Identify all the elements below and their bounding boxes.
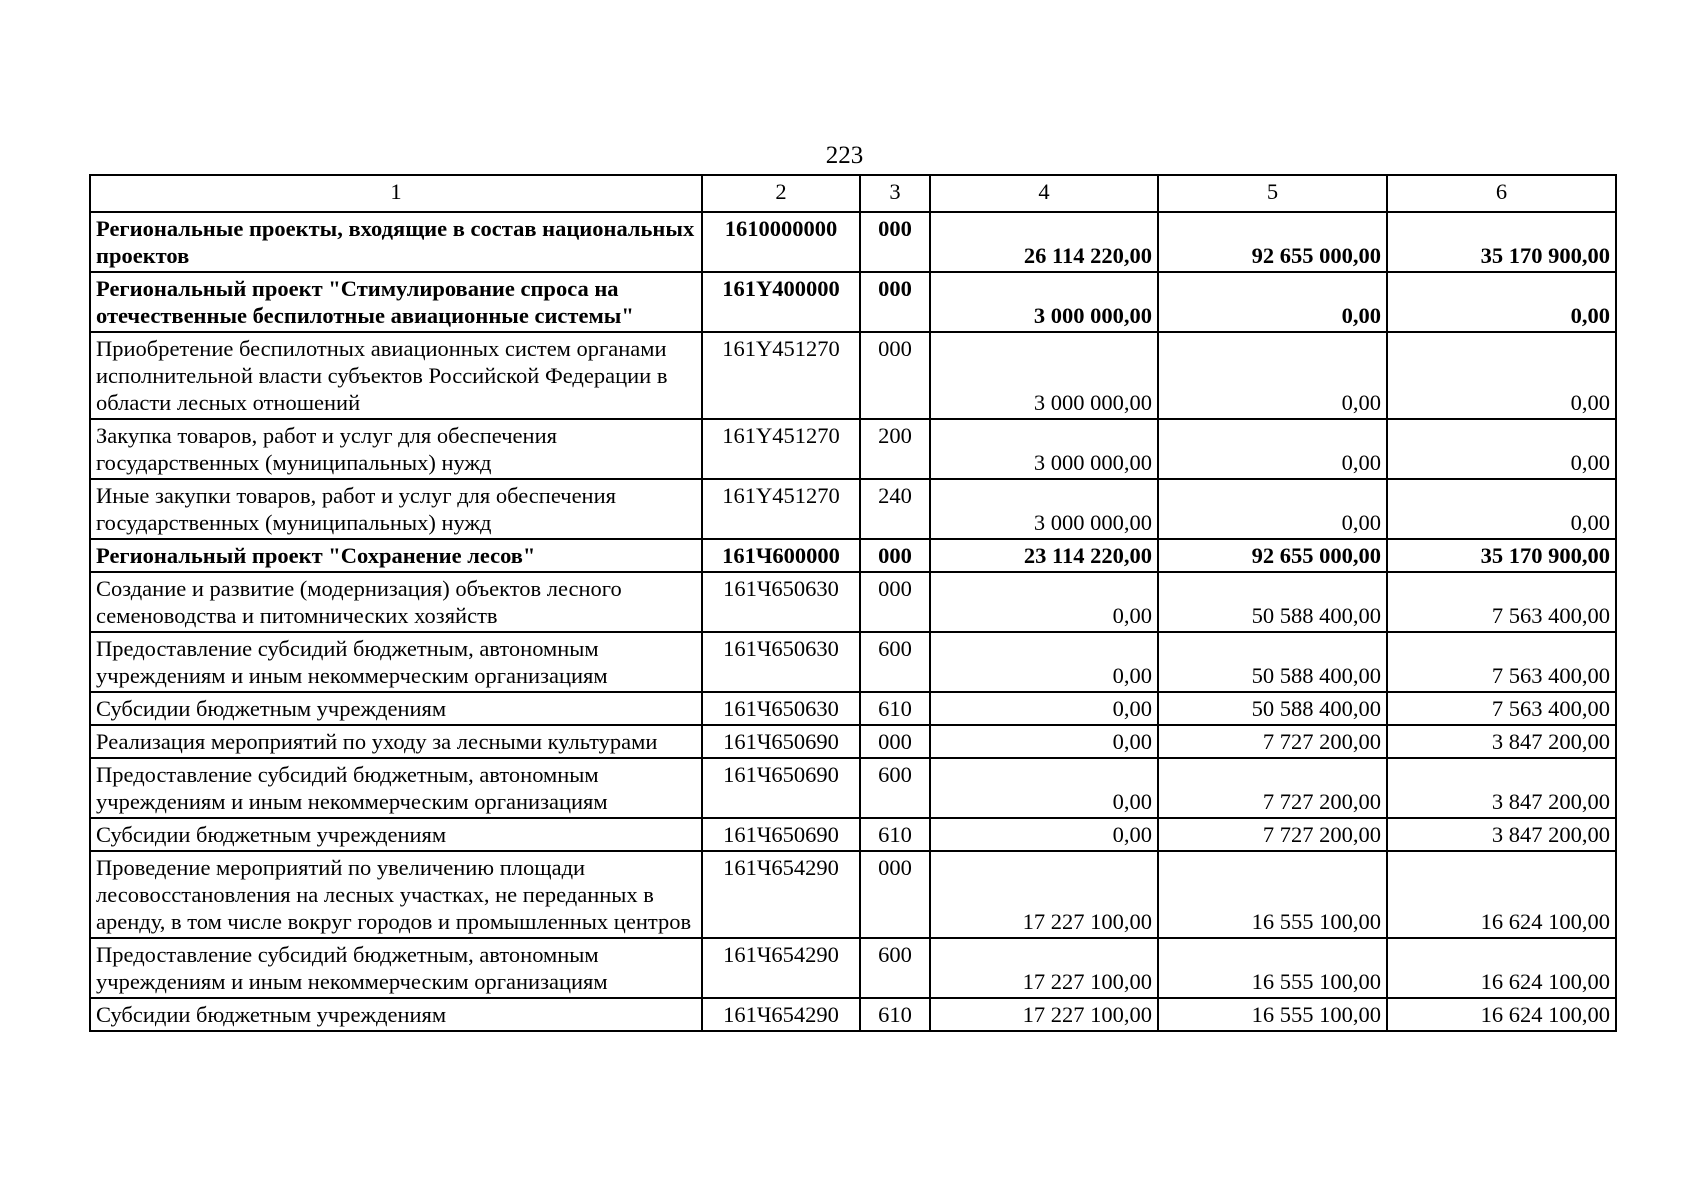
- amount-column-6-cell: 7 563 400,00: [1387, 692, 1616, 725]
- table-row: [90, 572, 1616, 632]
- target-article-code-cell: 161Ч650630: [702, 692, 860, 725]
- row-name-cell: Предоставление субсидий бюджетным, автономным учреждениям и иным некоммерческим организациям: [90, 758, 702, 818]
- row-name-cell: Субсидии бюджетным учреждениям: [90, 692, 702, 725]
- row-name-cell: Региональный проект "Сохранение лесов": [90, 539, 702, 572]
- table-row: [90, 332, 1616, 419]
- amount-column-5-cell: 50 588 400,00: [1158, 692, 1387, 725]
- expense-type-code-cell: 000: [860, 572, 930, 632]
- expense-type-code-cell: 600: [860, 938, 930, 998]
- expense-type-code-cell: 240: [860, 479, 930, 539]
- amount-column-6-cell: 7 563 400,00: [1387, 572, 1616, 632]
- target-article-code-cell: 161Y400000: [702, 272, 860, 332]
- target-article-code-cell: 161Ч650630: [702, 632, 860, 692]
- row-name-cell: Субсидии бюджетным учреждениям: [90, 818, 702, 851]
- table-row: [90, 272, 1616, 332]
- column-header: 2: [702, 175, 860, 212]
- table-row: [90, 419, 1616, 479]
- amount-column-5-cell: 50 588 400,00: [1158, 572, 1387, 632]
- amount-column-5-cell: 16 555 100,00: [1158, 938, 1387, 998]
- amount-column-5-cell: 0,00: [1158, 272, 1387, 332]
- amount-column-5-cell: 92 655 000,00: [1158, 212, 1387, 272]
- target-article-code-cell: 161Ч650690: [702, 758, 860, 818]
- row-name-cell: Закупка товаров, работ и услуг для обеспечения государственных (муниципальных) нужд: [90, 419, 702, 479]
- target-article-code-cell: 161Ч650630: [702, 572, 860, 632]
- amount-column-6-cell: 7 563 400,00: [1387, 632, 1616, 692]
- amount-column-4-cell: 3 000 000,00: [930, 419, 1158, 479]
- amount-column-4-cell: 0,00: [930, 632, 1158, 692]
- row-name-cell: Иные закупки товаров, работ и услуг для обеспечения государственных (муниципальных) нужд: [90, 479, 702, 539]
- column-number-row: [90, 175, 1616, 212]
- table-row: [90, 632, 1616, 692]
- expense-type-code-cell: 000: [860, 539, 930, 572]
- amount-column-5-cell: 16 555 100,00: [1158, 851, 1387, 938]
- target-article-code-cell: 161Y451270: [702, 479, 860, 539]
- amount-column-4-cell: 0,00: [930, 818, 1158, 851]
- amount-column-4-cell: 17 227 100,00: [930, 998, 1158, 1031]
- amount-column-5-cell: 50 588 400,00: [1158, 632, 1387, 692]
- expense-type-code-cell: 600: [860, 758, 930, 818]
- row-name-cell: Приобретение беспилотных авиационных систем органами исполнительной власти субъектов Российской Федерации в области лесных отношений: [90, 332, 702, 419]
- table-row: [90, 851, 1616, 938]
- amount-column-6-cell: 3 847 200,00: [1387, 758, 1616, 818]
- table-row: [90, 692, 1616, 725]
- amount-column-5-cell: 0,00: [1158, 332, 1387, 419]
- amount-column-4-cell: 17 227 100,00: [930, 851, 1158, 938]
- expense-type-code-cell: 000: [860, 332, 930, 419]
- amount-column-4-cell: 3 000 000,00: [930, 332, 1158, 419]
- amount-column-5-cell: 7 727 200,00: [1158, 758, 1387, 818]
- budget-table: [89, 174, 1617, 1032]
- amount-column-6-cell: 35 170 900,00: [1387, 212, 1616, 272]
- amount-column-6-cell: 0,00: [1387, 479, 1616, 539]
- expense-type-code-cell: 610: [860, 998, 930, 1031]
- column-header: 1: [90, 175, 702, 212]
- table-row: [90, 758, 1616, 818]
- amount-column-6-cell: 0,00: [1387, 419, 1616, 479]
- amount-column-5-cell: 16 555 100,00: [1158, 998, 1387, 1031]
- target-article-code-cell: 161Ч654290: [702, 998, 860, 1031]
- target-article-code-cell: 161Ч650690: [702, 818, 860, 851]
- target-article-code-cell: 161Ч654290: [702, 938, 860, 998]
- amount-column-5-cell: 7 727 200,00: [1158, 725, 1387, 758]
- table-row: [90, 818, 1616, 851]
- row-name-cell: Региональный проект "Стимулирование спроса на отечественные беспилотные авиационные системы": [90, 272, 702, 332]
- row-name-cell: Субсидии бюджетным учреждениям: [90, 998, 702, 1031]
- amount-column-4-cell: 26 114 220,00: [930, 212, 1158, 272]
- page-number: 223: [825, 142, 864, 169]
- table-row: [90, 212, 1616, 272]
- amount-column-4-cell: 0,00: [930, 572, 1158, 632]
- expense-type-code-cell: 000: [860, 725, 930, 758]
- table-row: [90, 938, 1616, 998]
- amount-column-6-cell: 0,00: [1387, 332, 1616, 419]
- expense-type-code-cell: 610: [860, 818, 930, 851]
- amount-column-6-cell: 3 847 200,00: [1387, 725, 1616, 758]
- expense-type-code-cell: 000: [860, 272, 930, 332]
- amount-column-4-cell: 0,00: [930, 758, 1158, 818]
- amount-column-6-cell: 35 170 900,00: [1387, 539, 1616, 572]
- amount-column-4-cell: 0,00: [930, 692, 1158, 725]
- amount-column-4-cell: 0,00: [930, 725, 1158, 758]
- table-row: [90, 998, 1616, 1031]
- expense-type-code-cell: 600: [860, 632, 930, 692]
- target-article-code-cell: 161Y451270: [702, 419, 860, 479]
- row-name-cell: Региональные проекты, входящие в состав национальных проектов: [90, 212, 702, 272]
- amount-column-4-cell: 17 227 100,00: [930, 938, 1158, 998]
- table-row: [90, 725, 1616, 758]
- amount-column-5-cell: 0,00: [1158, 419, 1387, 479]
- amount-column-4-cell: 23 114 220,00: [930, 539, 1158, 572]
- column-header: 5: [1158, 175, 1387, 212]
- amount-column-4-cell: 3 000 000,00: [930, 272, 1158, 332]
- amount-column-4-cell: 3 000 000,00: [930, 479, 1158, 539]
- amount-column-6-cell: 16 624 100,00: [1387, 851, 1616, 938]
- row-name-cell: Проведение мероприятий по увеличению площади лесовосстановления на лесных участках, не переданных в аренду, в том числе вокруг городов и промышленных центров: [90, 851, 702, 938]
- column-header: 6: [1387, 175, 1616, 212]
- amount-column-6-cell: 16 624 100,00: [1387, 938, 1616, 998]
- target-article-code-cell: 161Ч654290: [702, 851, 860, 938]
- amount-column-6-cell: 0,00: [1387, 272, 1616, 332]
- target-article-code-cell: 161Ч600000: [702, 539, 860, 572]
- row-name-cell: Предоставление субсидий бюджетным, автономным учреждениям и иным некоммерческим организациям: [90, 632, 702, 692]
- target-article-code-cell: 161Ч650690: [702, 725, 860, 758]
- amount-column-6-cell: 3 847 200,00: [1387, 818, 1616, 851]
- row-name-cell: Реализация мероприятий по уходу за лесными культурами: [90, 725, 702, 758]
- row-name-cell: Создание и развитие (модернизация) объектов лесного семеноводства и питомнических хозяйств: [90, 572, 702, 632]
- amount-column-6-cell: 16 624 100,00: [1387, 998, 1616, 1031]
- expense-type-code-cell: 610: [860, 692, 930, 725]
- target-article-code-cell: 161Y451270: [702, 332, 860, 419]
- expense-type-code-cell: 000: [860, 851, 930, 938]
- amount-column-5-cell: 92 655 000,00: [1158, 539, 1387, 572]
- table-row: [90, 479, 1616, 539]
- amount-column-5-cell: 7 727 200,00: [1158, 818, 1387, 851]
- row-name-cell: Предоставление субсидий бюджетным, автономным учреждениям и иным некоммерческим организациям: [90, 938, 702, 998]
- expense-type-code-cell: 200: [860, 419, 930, 479]
- table-row: [90, 539, 1616, 572]
- column-header: 4: [930, 175, 1158, 212]
- amount-column-5-cell: 0,00: [1158, 479, 1387, 539]
- column-header: 3: [860, 175, 930, 212]
- expense-type-code-cell: 000: [860, 212, 930, 272]
- target-article-code-cell: 1610000000: [702, 212, 860, 272]
